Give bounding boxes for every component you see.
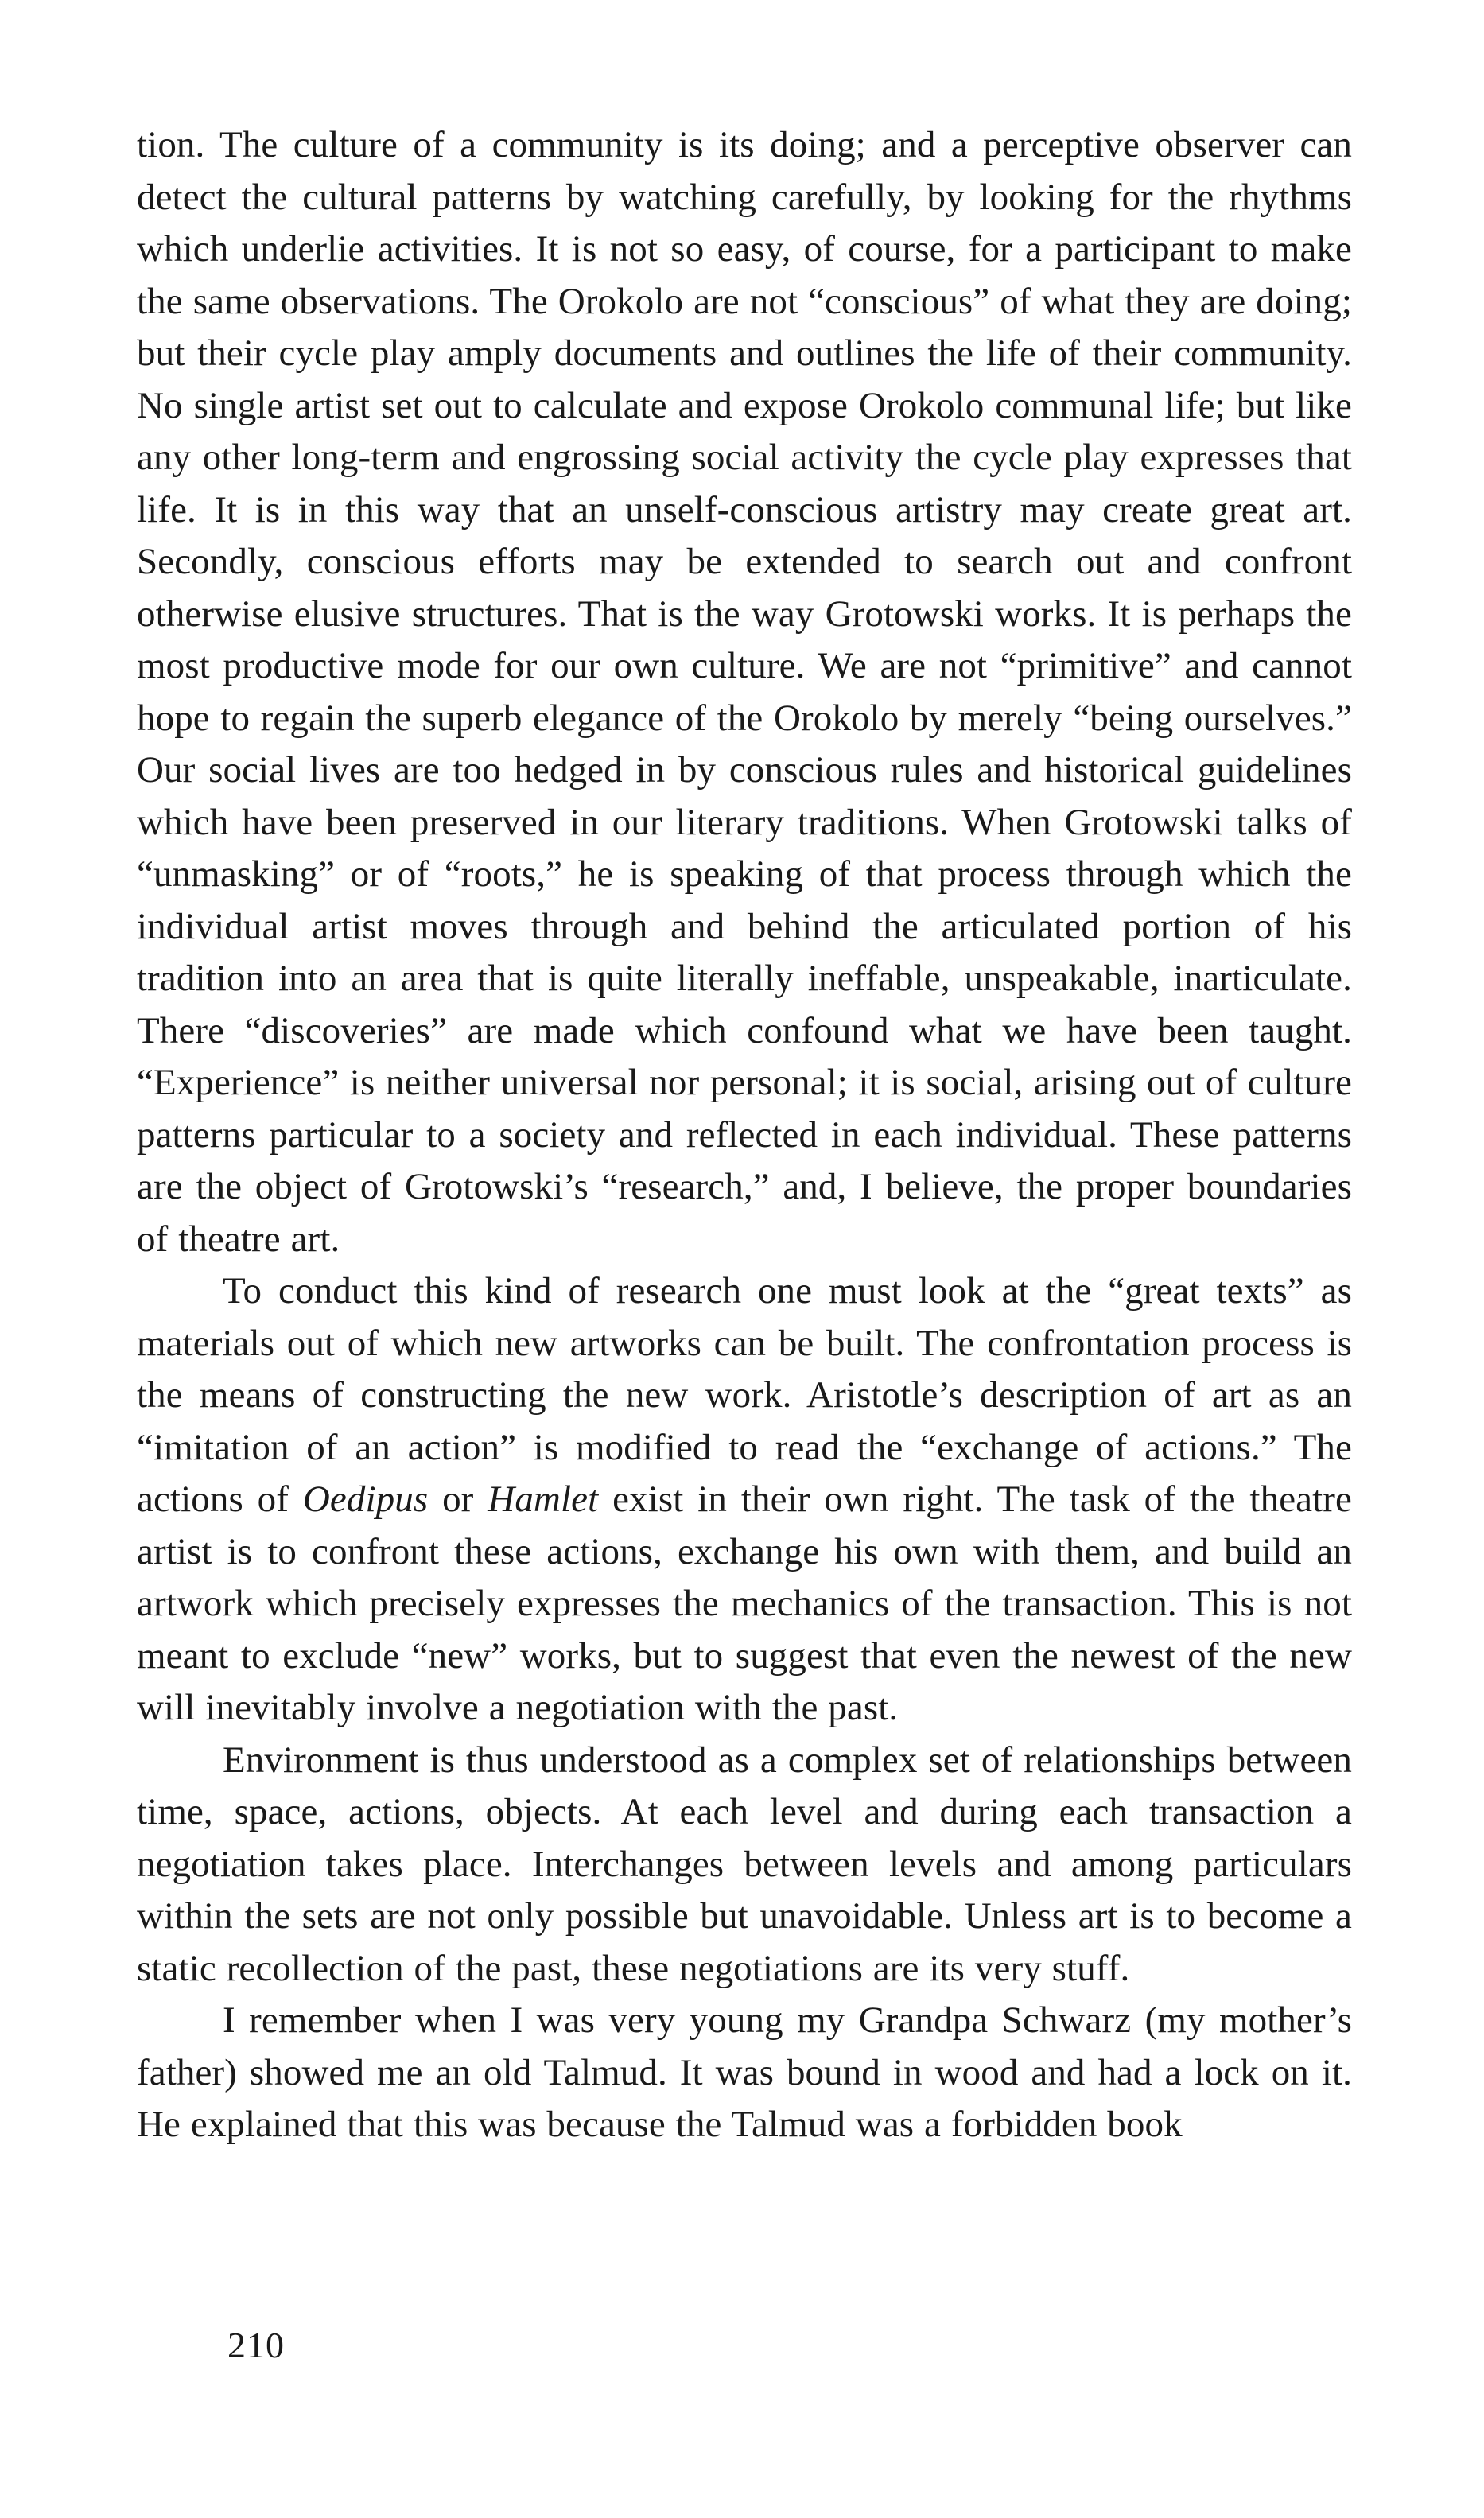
paragraph-3 bbox=[137, 1735, 1352, 1995]
italic-title-hamlet: Hamlet bbox=[488, 1479, 599, 1520]
italic-title-oedipus: Oedipus bbox=[302, 1479, 429, 1520]
paragraph-text: To conduct this kind of research one must look at the “great texts” as materials out of which new artworks can be built. The confrontation process is the means of constructing the new work. Aristotle’s description of art as an “imitation of an action” is modified to read the “exchange of actions.” The actions of bbox=[137, 1270, 1352, 1520]
paragraph-1 bbox=[137, 119, 1352, 1265]
paragraph-2 bbox=[137, 1265, 1352, 1735]
body-text bbox=[137, 119, 1352, 2151]
paragraph-text: or bbox=[428, 1479, 488, 1520]
paragraph-text: I remember when I was very young my Grandpa Schwarz (my mother’s father) showed me an old Talmud. It was bound in wood and had a lock on it. He explained that this was because the Talmud was a forbidden book bbox=[137, 1999, 1352, 2145]
paragraph-text: tion. The culture of a community is its doing; and a perceptive observer can detect the cultural patterns by watching carefully, by looking for the rhythms which underlie activities. It is not so easy, of course, for a participant to make the same observations. The Orokolo are not “conscious” of what they are doing; but their cycle play amply documents and outlines the life of their community. No single artist set out to calculate and expose Orokolo communal life; but like any other long-term and engrossing social activity the cycle play expresses that life. It is in this way that an unself-conscious artistry may create great art. Secondly, conscious efforts may be extended to search out and confront otherwise elusive structures. That is the way Grotowski works. It is perhaps the most productive mode for our own culture. We are not “primitive” and cannot hope to regain the superb elegance of the Orokolo by merely “being ourselves.” Our social lives are too hedged in by conscious rules and historical guidelines which have been preserved in our literary traditions. When Grotowski talks of “unmasking” or of “roots,” he is speaking of that process through which the individual artist moves through and behind the articulated portion of his tradition into an area that is quite literally ineffable, unspeakable, inarticulate. There “discoveries” are made which confound what we have been taught. “Experience” is neither universal nor personal; it is social, arising out of culture patterns particular to a society and reflected in each individual. These patterns are the object of Grotowski’s “research,” and, I believe, the proper boundaries of theatre art. bbox=[137, 124, 1352, 1260]
paragraph-text: exist in their own right. The task of the theatre artist is to confront these actions, exchange his own with them, and build an artwork which precisely expresses the mechanics of the transaction. This is not meant to exclude “new” works, but to suggest that even the newest of the new will inevitably involve a negotiation with the past. bbox=[137, 1479, 1352, 1728]
paragraph-text: Environment is thus understood as a complex set of relationships between time, space, actions, objects. At each level and during each transaction a negotiation takes place. Interchanges between levels and among particulars within the sets are not only possible but unavoidable. Unless art is to become a static recollection of the past, these negotiations are its very stuff. bbox=[137, 1739, 1352, 1989]
paragraph-4 bbox=[137, 1995, 1352, 2151]
page-number: 210 bbox=[227, 2325, 285, 2365]
